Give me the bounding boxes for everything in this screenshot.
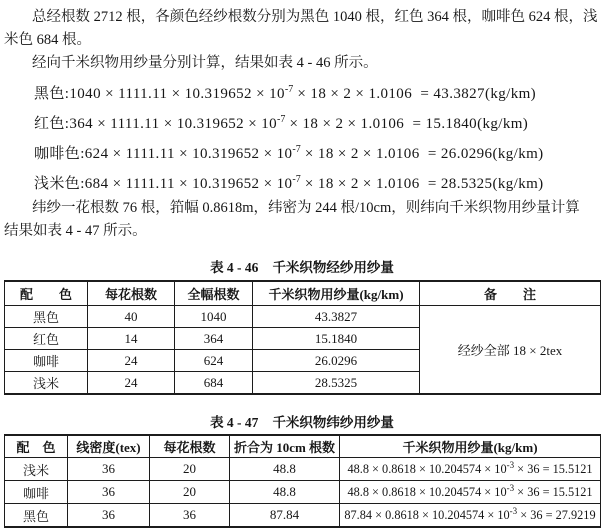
header-color: 配 色: [5, 281, 88, 306]
table-row: [5, 504, 601, 528]
header-picks-per-repeat: 每花根数: [150, 435, 230, 458]
formula-post: × 18 × 2 × 1.0106 = 28.5325(kg/km): [300, 176, 544, 192]
table-row: [5, 306, 601, 328]
table-row: [5, 481, 601, 504]
formula-pre: 87.84 × 0.8618 × 10.204574 × 10: [344, 508, 510, 523]
table-46-caption-title: 千米织物经纱用纱量: [272, 260, 394, 275]
cell-full-width: 364: [175, 328, 253, 350]
cell-color: 黑色: [5, 306, 88, 328]
formula-post: × 36 = 15.5121: [514, 462, 593, 477]
cell-per-repeat: 20: [150, 458, 230, 481]
cell-per-repeat: 40: [88, 306, 175, 328]
cell-per-10cm: 48.8: [230, 481, 340, 504]
table-47-caption: [4, 414, 600, 432]
cell-density: 36: [68, 458, 150, 481]
table-47-caption-label: 表 4 - 47: [210, 415, 259, 430]
header-color: 配 色: [5, 435, 68, 458]
header-full-width-ends: 全幅根数: [175, 281, 253, 306]
table-row: [5, 458, 601, 481]
formula-post: × 18 × 2 × 1.0106 = 43.3827(kg/km): [293, 86, 537, 102]
cell-density: 36: [68, 504, 150, 528]
cell-per-repeat: 24: [88, 350, 175, 372]
paragraph-weft-calc-intro: [4, 197, 600, 243]
cell-full-width: 1040: [175, 306, 253, 328]
cell-color: 黑色: [5, 504, 68, 528]
cell-color: 咖啡: [5, 350, 88, 372]
table-47-caption-title: 千米织物纬纱用纱量: [272, 415, 394, 430]
cell-color: 浅米: [5, 372, 88, 395]
table-4-46-warp-yarn-usage: [4, 280, 601, 395]
table-46-caption: [4, 259, 600, 277]
header-remark: 备 注: [420, 281, 601, 306]
exponent: -3: [506, 483, 515, 494]
cell-density: 36: [68, 481, 150, 504]
cell-usage-formula: [340, 481, 601, 504]
exponent: -7: [292, 174, 301, 185]
cell-usage-formula: [340, 504, 601, 528]
formula-pre: 咖啡色:624 × 1111.11 × 10.319652 × 10: [34, 146, 293, 162]
paragraph-warp-calc-intro: [4, 52, 600, 75]
cell-usage: 15.1840: [253, 328, 420, 350]
cell-color: 红色: [5, 328, 88, 350]
paragraph-line: 纬纱一花根数 76 根，筘幅 0.8618m，纬密为 244 根/10cm，则纬向千米织物用纱量计算: [32, 200, 580, 216]
formula-coffee: [4, 137, 600, 167]
cell-full-width: 624: [175, 350, 253, 372]
formula-light-beige: [4, 167, 600, 197]
cell-usage: 43.3827: [253, 306, 420, 328]
cell-per-10cm: 87.84: [230, 504, 340, 528]
cell-remark: 经纱全部 18 × 2tex: [420, 306, 601, 395]
formula-post: × 18 × 2 × 1.0106 = 26.0296(kg/km): [300, 146, 544, 162]
cell-color: 浅米: [5, 458, 68, 481]
table-46-caption-label: 表 4 - 46: [210, 260, 259, 275]
formula-red: [4, 107, 600, 137]
formula-post: × 36 = 27.9219: [517, 508, 596, 523]
header-yarn-usage: 千米织物用纱量(kg/km): [253, 281, 420, 306]
exponent: -3: [506, 460, 515, 471]
cell-full-width: 684: [175, 372, 253, 395]
cell-per-repeat: 20: [150, 481, 230, 504]
cell-usage: 28.5325: [253, 372, 420, 395]
cell-per-repeat: 24: [88, 372, 175, 395]
table-4-47-weft-yarn-usage: [4, 434, 601, 528]
paragraph-line: 结果如表 4 - 47 所示。: [4, 223, 147, 239]
formula-post: × 18 × 2 × 1.0106 = 15.1840(kg/km): [285, 116, 529, 132]
exponent: -7: [292, 144, 301, 155]
cell-usage-formula: [340, 458, 601, 481]
paragraph-warp-ends-total: [4, 6, 600, 52]
formula-pre: 48.8 × 0.8618 × 10.204574 × 10: [347, 462, 507, 477]
warp-yarn-formula-block: [4, 77, 600, 197]
paragraph-line: 总经根数 2712 根，各颜色经纱根数分别为黑色 1040 根，红色 364 根，咖啡色 624 根，浅: [32, 9, 598, 25]
formula-pre: 黑色:1040 × 1111.11 × 10.319652 × 10: [34, 86, 285, 102]
cell-per-10cm: 48.8: [230, 458, 340, 481]
exponent: -7: [284, 84, 294, 95]
header-picks-per-10cm: 折合为 10cm 根数: [230, 435, 340, 458]
paragraph-line: 米色 684 根。: [4, 32, 91, 48]
table-46-header-row: [5, 281, 601, 306]
formula-pre: 红色:364 × 1111.11 × 10.319652 × 10: [34, 116, 278, 132]
formula-post: × 36 = 15.5121: [514, 485, 593, 500]
cell-usage: 26.0296: [253, 350, 420, 372]
header-linear-density: 线密度(tex): [68, 435, 150, 458]
table-47-header-row: [5, 435, 601, 458]
exponent: -3: [509, 506, 518, 517]
header-yarn-usage: 千米织物用纱量(kg/km): [340, 435, 601, 458]
formula-pre: 48.8 × 0.8618 × 10.204574 × 10: [347, 485, 507, 500]
cell-color: 咖啡: [5, 481, 68, 504]
exponent: -7: [277, 114, 286, 125]
cell-per-repeat: 36: [150, 504, 230, 528]
formula-pre: 浅米色:684 × 1111.11 × 10.319652 × 10: [34, 176, 293, 192]
paragraph-line: 经向千米织物用纱量分别计算，结果如表 4 - 46 所示。: [32, 55, 378, 71]
header-ends-per-repeat: 每花根数: [88, 281, 175, 306]
formula-black: [4, 77, 600, 107]
cell-per-repeat: 14: [88, 328, 175, 350]
